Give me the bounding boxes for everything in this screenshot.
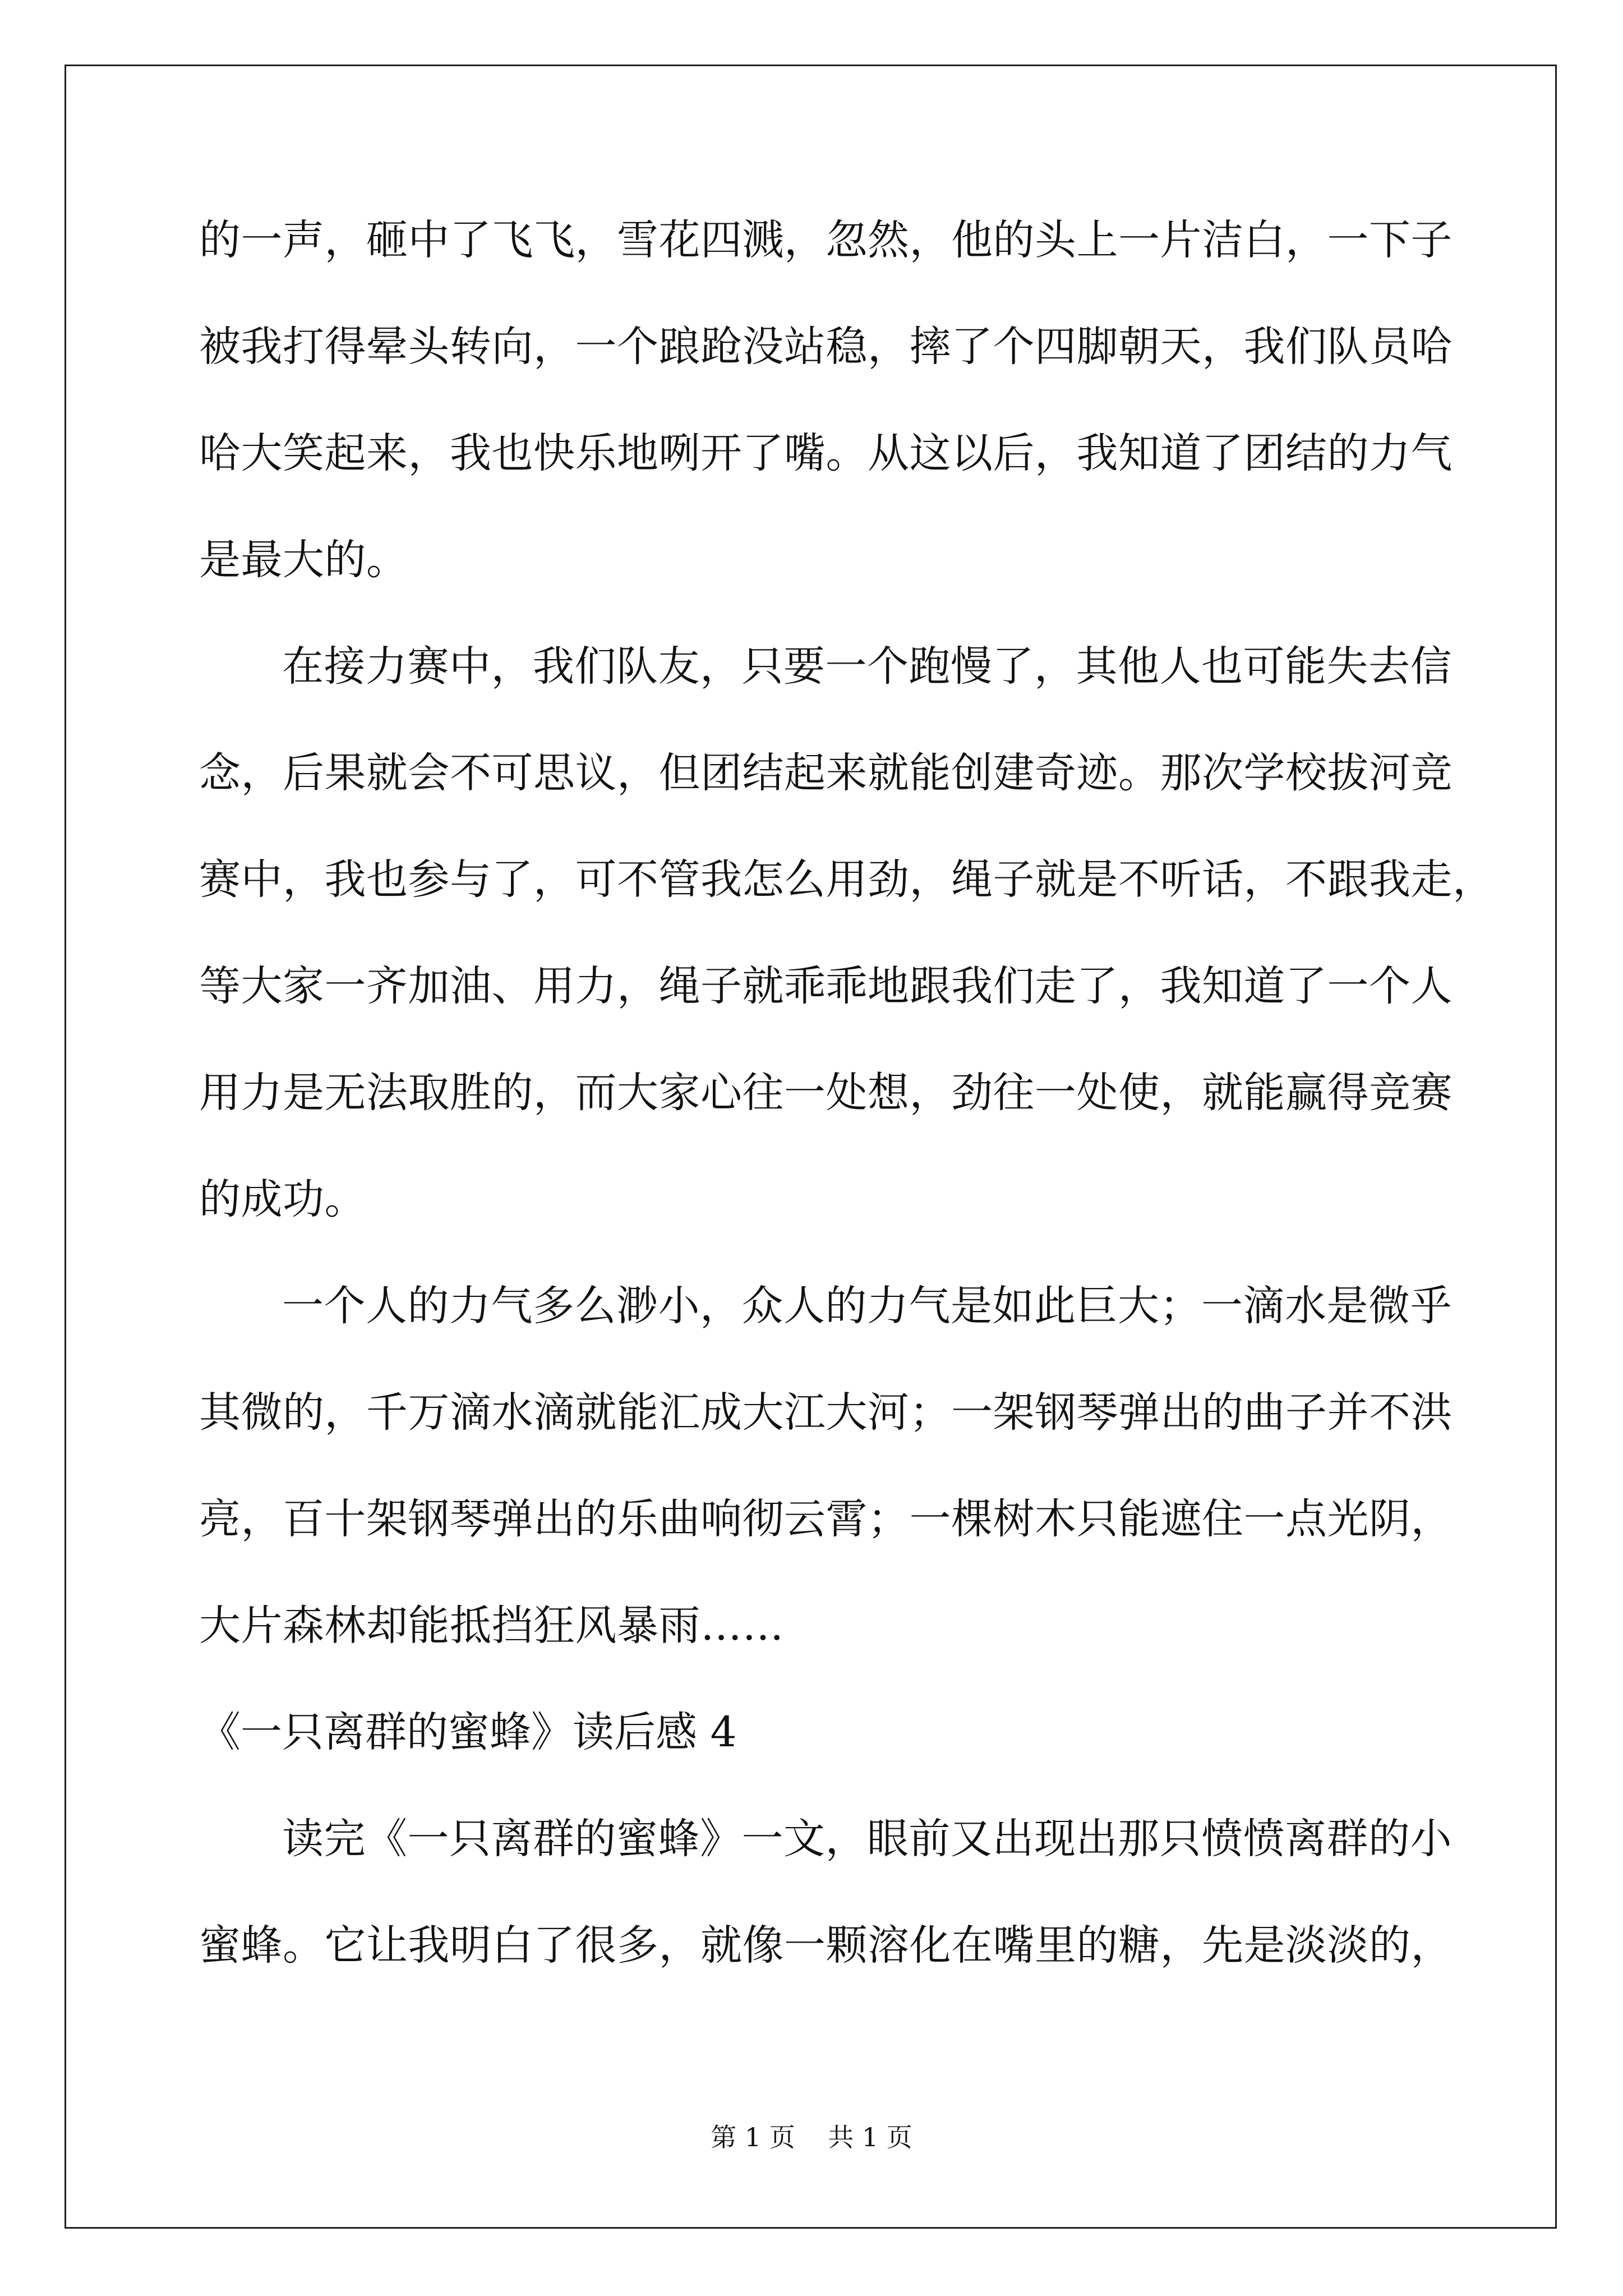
text-line: 是最大的。: [199, 536, 408, 584]
text-line: 用力是无法取胜的，而大家心往一处想，劲往一处使，就能赢得竞赛: [199, 1069, 1453, 1117]
document-body: [199, 213, 1495, 1972]
text-line: 大片森林却能抵挡狂风暴雨……: [199, 1602, 784, 1650]
text-line: 的成功。: [199, 1175, 366, 1223]
page-footer: [0, 2120, 1623, 2154]
text-line: 读完《一只离群的蜜蜂》一文，眼前又出现出那只愤愤离群的小: [282, 1815, 1452, 1863]
paragraph-4: [199, 1812, 1453, 1972]
text-line: 赛中，我也参与了，可不管我怎么用劲，绳子就是不听话，不跟我走，: [199, 855, 1495, 904]
paragraph-3: [199, 1279, 1453, 1653]
text-line: 念，后果就会不可思议，但团结起来就能创建奇迹。那次学校拔河竞: [199, 749, 1453, 797]
text-line: 等大家一齐加油、用力，绳子就乖乖地跟我们走了，我知道了一个人: [199, 962, 1453, 1010]
text-line: 亮，百十架钢琴弹出的乐曲响彻云霄；一棵树木只能遮住一点光阴，: [199, 1495, 1453, 1543]
page-number: 第 1 页: [711, 2122, 795, 2152]
text-line: 被我打得晕头转向，一个踉跄没站稳，摔了个四脚朝天，我们队员哈: [199, 323, 1453, 371]
text-line: 的一声，砸中了飞飞，雪花四溅，忽然，他的头上一片洁白，一下子: [199, 216, 1453, 264]
paragraph-1: [199, 213, 1453, 587]
section-heading: 《一只离群的蜜蜂》读后感 4: [199, 1708, 737, 1756]
text-line: 哈大笑起来，我也快乐地咧开了嘴。从这以后，我知道了团结的力气: [199, 429, 1453, 477]
text-line: 在接力赛中，我们队友，只要一个跑慢了，其他人也可能失去信: [282, 642, 1452, 691]
page-total: 共 1 页: [828, 2122, 912, 2152]
text-line: 蜜蜂。它让我明白了很多，就像一颗溶化在嘴里的糖，先是淡淡的，: [199, 1921, 1453, 1970]
paragraph-2: [199, 639, 1495, 1226]
text-line: 一个人的力气多么渺小，众人的力气是如此巨大；一滴水是微乎: [282, 1282, 1452, 1330]
text-line: 其微的，千万滴水滴就能汇成大江大河；一架钢琴弹出的曲子并不洪: [199, 1388, 1453, 1437]
